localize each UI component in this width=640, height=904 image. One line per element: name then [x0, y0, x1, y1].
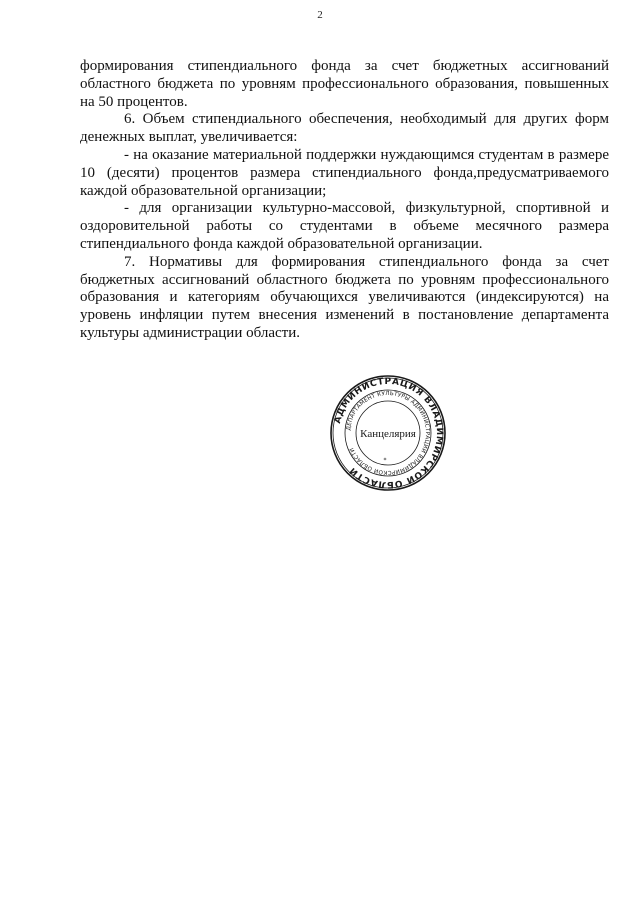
stamp-outer-text: АДМИНИСТРАЦИЯ ВЛАДИМИРСКОЙ ОБЛАСТИ [332, 376, 445, 490]
page-number: 2 [317, 9, 323, 21]
stamp-star-icon: * [383, 457, 387, 464]
stamp-inner-text: ДЕПАРТАМЕНТ КУЛЬТУРЫ АДМИНИСТРАЦИИ ВЛАДИМИРСКОЙ ОБЛАСТИ [346, 390, 431, 476]
paragraph-item-7: 7. Нормативы для формирования стипендиального фонда за счет бюджетных ассигнований областного бюджета по уровням профессионального образования и категориям обучающихся увеличиваются (индексируются) на уровень инфляции путем внесения изменений в постановление департамента культуры администрации области. [80, 253, 609, 341]
paragraph-material-support: - на оказание материальной поддержки нуждающимся студентам в размере 10 (десяти) процентов размера стипендиального фонда,предусматриваемого каждой образовательной организации; [80, 146, 609, 199]
stamp-seal-icon [329, 374, 447, 492]
paragraph-cultural-work: - для организации культурно-массовой, физкультурной, спортивной и оздоровительной работы со студентами в объеме месячного размера стипендиального фонда каждой образовательной организации. [80, 200, 609, 252]
paragraph-continuation: формирования стипендиального фонда за счет бюджетных ассигнований областного бюджета по уровням профессионального образования, повышенных на 50 процентов. [80, 58, 609, 110]
paragraph-item-6: 6. Объем стипендиального обеспечения, необходимый для других форм денежных выплат, увеличивается: [80, 111, 609, 146]
official-stamp [329, 374, 447, 492]
document-body [80, 58, 609, 343]
stamp-center-text: Канцелярия [360, 428, 416, 440]
